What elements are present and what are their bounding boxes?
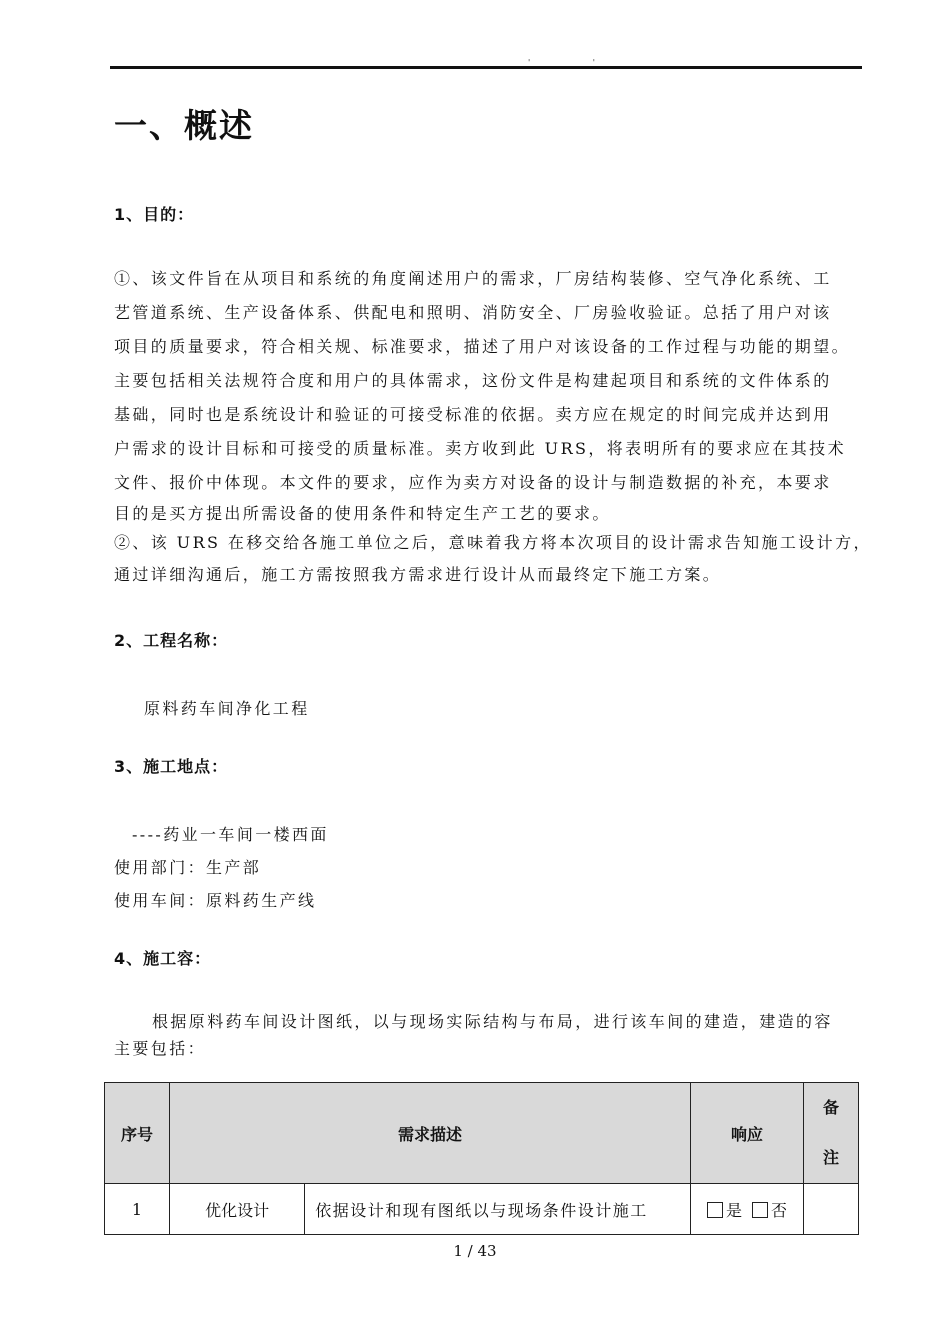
- table-header-row: [105, 1083, 859, 1184]
- purpose-line: 项目的质量要求，符合相关规、标准要求，描述了用户对该设备的工作过程与功能的期望。: [114, 337, 851, 356]
- header-note: [804, 1083, 859, 1184]
- page-number: 1 / 43: [453, 1242, 497, 1260]
- purpose-line: ②、该 URS 在移交给各施工单位之后，意味着我方将本次项目的设计需求告知施工设计方，: [114, 533, 872, 552]
- requirements-table: [104, 1082, 859, 1235]
- content-line-1: 根据原料药车间设计图纸，以与现场实际结构与布局，进行该车间的建造，建造的容: [152, 1012, 833, 1031]
- row-note: [804, 1184, 859, 1235]
- project-name-value: 原料药车间净化工程: [144, 699, 310, 718]
- row-description: 依据设计和现有图纸以与现场条件设计施工: [305, 1184, 691, 1235]
- section-heading-content: 4、施工容：: [114, 949, 212, 968]
- yes-label: 是: [725, 1200, 742, 1220]
- purpose-line: ①、该文件旨在从项目和系统的角度阐述用户的需求，厂房结构装修、空气净化系统、工: [114, 269, 832, 288]
- content-line-2: 主要包括：: [114, 1039, 207, 1058]
- header-marks: ' ': [528, 58, 625, 67]
- header-note-top: 备: [822, 1098, 839, 1117]
- header-response: 响应: [691, 1083, 804, 1184]
- purpose-paragraph: [114, 262, 872, 592]
- purpose-line: 户需求的设计目标和可接受的质量标准。卖方收到此 URS，将表明所有的要求应在其技术: [114, 439, 846, 458]
- header-description: 需求描述: [170, 1083, 691, 1184]
- purpose-line: 目的是买方提出所需设备的使用条件和特定生产工艺的要求。: [114, 504, 611, 523]
- row-response: [691, 1184, 804, 1235]
- purpose-line: 主要包括相关法规符合度和用户的具体需求，这份文件是构建起项目和系统的文件体系的: [114, 371, 832, 390]
- section-heading-project-name: 2、工程名称：: [114, 631, 229, 650]
- header-no: 序号: [105, 1083, 170, 1184]
- purpose-line: 通过详细沟通后，施工方需按照我方需求进行设计从而最终定下施工方案。: [114, 565, 722, 584]
- purpose-line: 艺管道系统、生产设备体系、供配电和照明、消防安全、厂房验收验证。总括了用户对该: [114, 303, 832, 322]
- row-no: 1: [105, 1184, 170, 1235]
- row-item: 优化设计: [170, 1184, 305, 1235]
- no-label: 否: [771, 1200, 788, 1220]
- department-value: 使用部门：生产部: [114, 858, 262, 877]
- header-note-bottom: 注: [822, 1148, 839, 1167]
- no-checkbox[interactable]: [752, 1202, 768, 1218]
- section-heading-site: 3、施工地点：: [114, 757, 229, 776]
- yes-checkbox[interactable]: [707, 1202, 723, 1218]
- section-heading-purpose: 1、目的：: [114, 205, 195, 224]
- workshop-value: 使用车间：原料药生产线: [114, 891, 317, 910]
- purpose-line: 文件、报价中体现。本文件的要求，应作为卖方对设备的设计与制造数据的补充，本要求: [114, 473, 832, 492]
- purpose-line: 基础，同时也是系统设计和验证的可接受标准的依据。卖方应在规定的时间完成并达到用: [114, 405, 832, 424]
- site-value: ----药业一车间一楼西面: [132, 825, 329, 844]
- chapter-title: 一、概述: [114, 106, 254, 145]
- table-row: [105, 1184, 859, 1235]
- header-rule: [110, 66, 862, 69]
